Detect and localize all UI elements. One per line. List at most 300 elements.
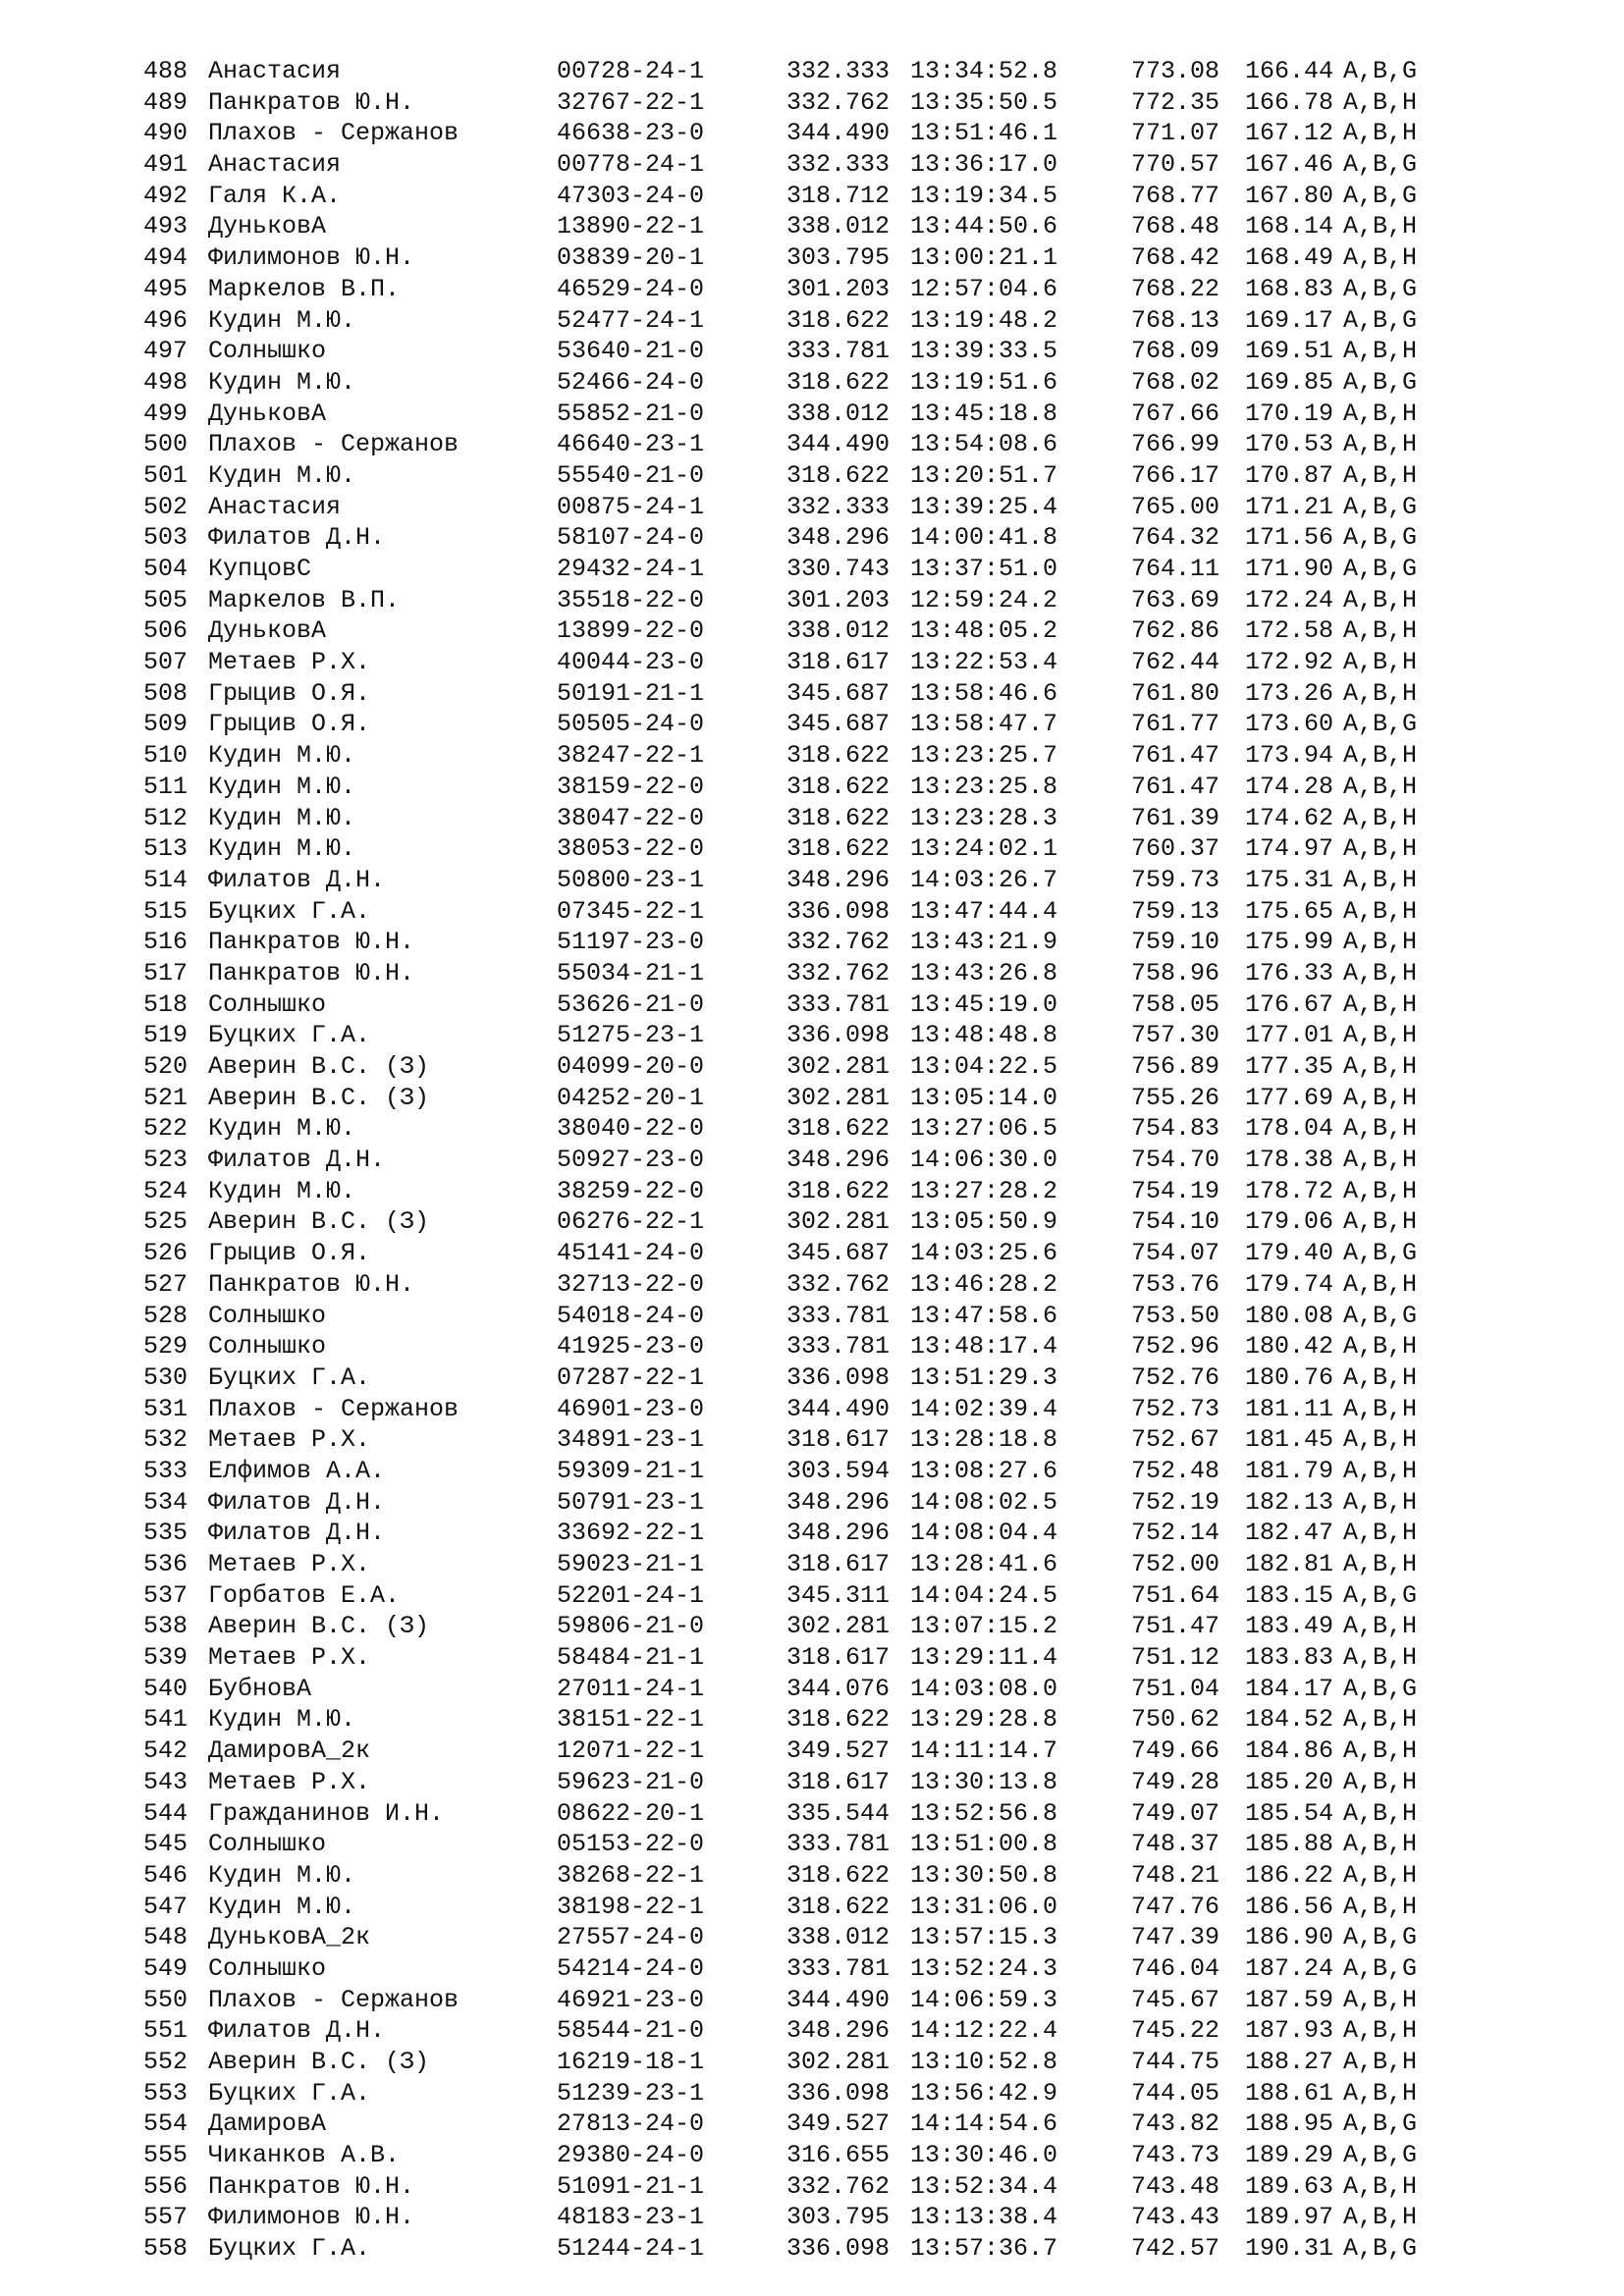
speed: 767.66 [1131,399,1220,428]
fancier-name: Гражданинов И.Н. [208,1798,445,1828]
table-row [143,305,1518,337]
points: 182.13 [1245,1487,1334,1517]
place-number: 498 [143,367,189,397]
ring-number: 38159-22-0 [557,772,705,801]
categories: A,B,H [1343,119,1418,148]
categories: A,B,H [1343,585,1418,614]
fancier-name: Грыцив О.Я. [208,710,371,739]
table-row [143,1206,1518,1238]
categories: A,B,H [1343,1083,1418,1112]
table-row [143,2140,1518,2171]
fancier-name: Солнышко [208,1332,327,1362]
arrival-time: 14:03:08.0 [910,1674,1058,1703]
fancier-name: Буцких Г.А. [208,2078,371,2108]
fancier-name: Буцких Г.А. [208,1362,371,1392]
table-row [143,1113,1518,1145]
points: 175.31 [1245,865,1334,894]
points: 170.53 [1245,430,1334,459]
fancier-name: Грыцив О.Я. [208,678,371,708]
points: 167.80 [1245,181,1334,210]
arrival-time: 13:30:13.8 [910,1767,1058,1796]
table-row [143,242,1518,274]
place-number: 512 [143,803,189,832]
fancier-name: Елфимов А.А. [208,1456,386,1485]
points: 176.33 [1245,958,1334,988]
fancier-name: Филатов Д.Н. [208,2016,386,2046]
arrival-time: 13:19:34.5 [910,181,1058,210]
table-row [143,522,1518,554]
arrival-time: 13:51:00.8 [910,1830,1058,1859]
fancier-name: Метаев Р.Х. [208,1550,371,1578]
speed: 761.77 [1131,710,1220,739]
categories: A,B,H [1343,1736,1418,1766]
place-number: 526 [143,1239,189,1268]
fancier-name: Кудин М.Ю. [208,1176,356,1205]
speed: 762.44 [1131,648,1220,677]
points: 171.56 [1245,523,1334,553]
table-row [143,2015,1518,2047]
table-row [143,585,1518,616]
ring-number: 51091-21-1 [557,2171,705,2201]
fancier-name: Буцких Г.А. [208,896,371,926]
distance: 303.795 [786,2203,891,2232]
speed: 751.47 [1131,1612,1220,1641]
ring-number: 07287-22-1 [557,1362,705,1392]
ring-number: 59023-21-1 [557,1550,705,1578]
arrival-time: 14:00:41.8 [910,523,1058,553]
distance: 303.594 [786,1456,891,1485]
table-row [143,1892,1518,1923]
points: 179.74 [1245,1269,1334,1299]
place-number: 528 [143,1301,189,1330]
speed: 755.26 [1131,1083,1220,1112]
speed: 751.12 [1131,1643,1220,1673]
arrival-time: 13:37:51.0 [910,555,1058,583]
distance: 333.781 [786,1301,891,1330]
place-number: 548 [143,1923,189,1952]
categories: A,B,H [1343,1830,1418,1859]
categories: A,B,H [1343,1176,1418,1205]
speed: 760.37 [1131,834,1220,864]
place-number: 554 [143,2109,189,2139]
arrival-time: 13:43:26.8 [910,958,1058,988]
categories: A,B,H [1343,212,1418,241]
ring-number: 48183-23-1 [557,2203,705,2232]
arrival-time: 13:28:41.6 [910,1550,1058,1578]
place-number: 553 [143,2078,189,2108]
categories: A,B,H [1343,1519,1418,1548]
table-row [143,181,1518,212]
categories: A,B,H [1343,1114,1418,1144]
speed: 768.77 [1131,181,1220,210]
table-row [143,1829,1518,1860]
place-number: 518 [143,989,189,1019]
place-number: 500 [143,430,189,459]
ring-number: 54018-24-0 [557,1301,705,1330]
place-number: 494 [143,243,189,273]
speed: 766.17 [1131,460,1220,490]
fancier-name: Метаев Р.Х. [208,1767,371,1796]
categories: A,B,H [1343,772,1418,801]
fancier-name: Кудин М.Ю. [208,1892,356,1921]
arrival-time: 13:35:50.5 [910,87,1058,117]
table-row [143,1767,1518,1798]
place-number: 490 [143,119,189,148]
table-row [143,460,1518,492]
distance: 302.281 [786,1207,891,1237]
points: 182.47 [1245,1519,1334,1548]
table-row [143,927,1518,958]
ring-number: 12071-22-1 [557,1736,705,1766]
fancier-name: Кудин М.Ю. [208,1705,356,1735]
table-row [143,958,1518,989]
table-row [143,2078,1518,2109]
distance: 318.617 [786,1643,891,1673]
points: 172.58 [1245,616,1334,646]
distance: 348.296 [786,1487,891,1517]
categories: A,B,G [1343,710,1418,739]
table-row [143,1051,1518,1083]
table-row [143,492,1518,523]
categories: A,B,H [1343,1332,1418,1362]
distance: 301.203 [786,585,891,614]
table-row [143,1487,1518,1519]
arrival-time: 13:54:08.6 [910,430,1058,459]
distance: 303.795 [786,243,891,273]
ring-number: 51275-23-1 [557,1021,705,1050]
points: 172.24 [1245,585,1334,614]
arrival-time: 13:19:48.2 [910,305,1058,335]
distance: 301.203 [786,274,891,303]
points: 180.08 [1245,1301,1334,1330]
speed: 751.64 [1131,1580,1220,1610]
table-row [143,989,1518,1021]
points: 177.69 [1245,1083,1334,1112]
place-number: 534 [143,1487,189,1517]
distance: 332.762 [786,958,891,988]
place-number: 488 [143,57,189,85]
distance: 336.098 [786,1021,891,1050]
points: 178.72 [1245,1176,1334,1205]
speed: 752.76 [1131,1362,1220,1392]
ring-number: 38151-22-1 [557,1705,705,1735]
points: 171.21 [1245,492,1334,521]
categories: A,B,G [1343,305,1418,335]
ring-number: 32713-22-0 [557,1269,705,1299]
points: 172.92 [1245,648,1334,677]
place-number: 496 [143,305,189,335]
arrival-time: 13:22:53.4 [910,648,1058,677]
points: 187.93 [1245,2016,1334,2046]
fancier-name: Кудин М.Ю. [208,741,356,771]
fancier-name: ДуньковА [208,212,327,241]
ring-number: 58544-21-0 [557,2016,705,2046]
place-number: 535 [143,1519,189,1548]
distance: 335.544 [786,1798,891,1828]
place-number: 552 [143,2048,189,2076]
arrival-time: 13:45:18.8 [910,399,1058,428]
ring-number: 53640-21-0 [557,337,705,366]
categories: A,B,G [1343,1301,1418,1330]
categories: A,B,H [1343,430,1418,459]
fancier-name: Аверин В.С. (З) [208,2048,430,2076]
fancier-name: ДамировА_2к [208,1736,371,1766]
ring-number: 41925-23-0 [557,1332,705,1362]
categories: A,B,H [1343,399,1418,428]
categories: A,B,G [1343,2234,1418,2264]
categories: A,B,H [1343,958,1418,988]
fancier-name: Аверин В.С. (З) [208,1207,430,1237]
arrival-time: 13:29:11.4 [910,1643,1058,1673]
speed: 743.48 [1131,2171,1220,2201]
fancier-name: ДуньковА [208,399,327,428]
categories: A,B,H [1343,1021,1418,1050]
ring-number: 34891-23-1 [557,1425,705,1455]
place-number: 506 [143,616,189,646]
distance: 348.296 [786,865,891,894]
table-row [143,678,1518,710]
arrival-time: 14:14:54.6 [910,2109,1058,2139]
arrival-time: 12:59:24.2 [910,585,1058,614]
arrival-time: 13:57:15.3 [910,1923,1058,1952]
place-number: 514 [143,865,189,894]
ring-number: 00875-24-1 [557,492,705,521]
arrival-time: 13:58:46.6 [910,678,1058,708]
table-row [143,803,1518,834]
distance: 318.622 [786,834,891,864]
place-number: 513 [143,834,189,864]
distance: 318.712 [786,181,891,210]
distance: 318.617 [786,1767,891,1796]
distance: 348.296 [786,2016,891,2046]
speed: 743.82 [1131,2109,1220,2139]
ring-number: 51244-24-1 [557,2234,705,2264]
table-row [143,2109,1518,2140]
ring-number: 51197-23-0 [557,928,705,957]
table-row [143,1549,1518,1580]
arrival-time: 13:57:36.7 [910,2234,1058,2264]
ring-number: 59806-21-0 [557,1612,705,1641]
place-number: 541 [143,1705,189,1735]
table-row [143,2233,1518,2265]
place-number: 504 [143,555,189,583]
place-number: 555 [143,2141,189,2170]
distance: 344.490 [786,1985,891,2014]
place-number: 510 [143,741,189,771]
categories: A,B,G [1343,367,1418,397]
ring-number: 52201-24-1 [557,1580,705,1610]
arrival-time: 13:47:44.4 [910,896,1058,926]
table-row [143,1331,1518,1362]
speed: 754.19 [1131,1176,1220,1205]
ring-number: 13890-22-1 [557,212,705,241]
ring-number: 54214-24-0 [557,1953,705,1983]
points: 184.86 [1245,1736,1334,1766]
categories: A,B,H [1343,1985,1418,2014]
fancier-name: ДуньковА_2к [208,1923,371,1952]
place-number: 533 [143,1456,189,1485]
arrival-time: 14:06:59.3 [910,1985,1058,2014]
ring-number: 58107-24-0 [557,523,705,553]
speed: 752.14 [1131,1519,1220,1548]
place-number: 547 [143,1892,189,1921]
fancier-name: Кудин М.Ю. [208,1114,356,1144]
points: 177.01 [1245,1021,1334,1050]
distance: 332.762 [786,928,891,957]
place-number: 508 [143,678,189,708]
speed: 761.80 [1131,678,1220,708]
speed: 768.02 [1131,367,1220,397]
points: 169.51 [1245,337,1334,366]
categories: A,B,G [1343,150,1418,180]
points: 182.81 [1245,1550,1334,1578]
ring-number: 08622-20-1 [557,1798,705,1828]
arrival-time: 13:29:28.8 [910,1705,1058,1735]
distance: 302.281 [786,2048,891,2076]
points: 183.15 [1245,1580,1334,1610]
arrival-time: 13:23:25.7 [910,741,1058,771]
fancier-name: Панкратов Ю.Н. [208,958,415,988]
table-row [143,399,1518,430]
arrival-time: 13:34:52.8 [910,57,1058,85]
table-row [143,1580,1518,1612]
place-number: 539 [143,1643,189,1673]
speed: 764.32 [1131,523,1220,553]
place-number: 499 [143,399,189,428]
speed: 752.73 [1131,1394,1220,1423]
categories: A,B,G [1343,1580,1418,1610]
points: 167.12 [1245,119,1334,148]
speed: 756.89 [1131,1052,1220,1081]
fancier-name: Галя К.А. [208,181,342,210]
distance: 333.781 [786,989,891,1019]
points: 179.40 [1245,1239,1334,1268]
categories: A,B,G [1343,1923,1418,1952]
distance: 344.490 [786,119,891,148]
fancier-name: Аверин В.С. (З) [208,1052,430,1081]
categories: A,B,G [1343,274,1418,303]
speed: 768.09 [1131,337,1220,366]
arrival-time: 13:23:28.3 [910,803,1058,832]
categories: A,B,H [1343,2048,1418,2076]
categories: A,B,H [1343,337,1418,366]
table-row [143,149,1518,181]
place-number: 538 [143,1612,189,1641]
table-row [143,1301,1518,1332]
table-row [143,833,1518,865]
distance: 345.687 [786,1239,891,1268]
table-row [143,1953,1518,1985]
ring-number: 07345-22-1 [557,896,705,926]
distance: 338.012 [786,399,891,428]
arrival-time: 14:03:25.6 [910,1239,1058,1268]
fancier-name: КупцовС [208,555,312,583]
place-number: 537 [143,1580,189,1610]
distance: 349.527 [786,2109,891,2139]
distance: 348.296 [786,523,891,553]
table-row [143,1362,1518,1394]
place-number: 502 [143,492,189,521]
points: 176.67 [1245,989,1334,1019]
table-row [143,274,1518,305]
speed: 761.47 [1131,741,1220,771]
speed: 765.00 [1131,492,1220,521]
categories: A,B,G [1343,1953,1418,1983]
points: 173.60 [1245,710,1334,739]
categories: A,B,H [1343,87,1418,117]
ring-number: 13899-22-0 [557,616,705,646]
place-number: 557 [143,2203,189,2232]
categories: A,B,G [1343,555,1418,583]
categories: A,B,H [1343,243,1418,273]
arrival-time: 13:31:06.0 [910,1892,1058,1921]
distance: 318.622 [786,741,891,771]
categories: A,B,G [1343,57,1418,85]
arrival-time: 13:48:48.8 [910,1021,1058,1050]
arrival-time: 13:19:51.6 [910,367,1058,397]
points: 188.95 [1245,2109,1334,2139]
fancier-name: Солнышко [208,1830,327,1859]
ring-number: 05153-22-0 [557,1830,705,1859]
categories: A,B,H [1343,678,1418,708]
place-number: 550 [143,1985,189,2014]
table-row [143,1424,1518,1456]
speed: 744.75 [1131,2048,1220,2076]
categories: A,B,H [1343,1892,1418,1921]
distance: 332.333 [786,492,891,521]
points: 173.26 [1245,678,1334,708]
ring-number: 29432-24-1 [557,555,705,583]
categories: A,B,H [1343,1146,1418,1175]
ring-number: 00778-24-1 [557,150,705,180]
ring-number: 03839-20-1 [557,243,705,273]
points: 189.97 [1245,2203,1334,2232]
fancier-name: Кудин М.Ю. [208,772,356,801]
fancier-name: Метаев Р.Х. [208,648,371,677]
distance: 318.622 [786,803,891,832]
categories: A,B,G [1343,523,1418,553]
categories: A,B,H [1343,1487,1418,1517]
place-number: 549 [143,1953,189,1983]
fancier-name: Панкратов Ю.Н. [208,928,415,957]
fancier-name: Метаев Р.Х. [208,1643,371,1673]
distance: 345.687 [786,678,891,708]
fancier-name: Солнышко [208,1301,327,1330]
table-row [143,1518,1518,1549]
distance: 344.490 [786,430,891,459]
place-number: 501 [143,460,189,490]
points: 188.27 [1245,2048,1334,2076]
speed: 761.47 [1131,772,1220,801]
arrival-time: 12:57:04.6 [910,274,1058,303]
arrival-time: 13:39:33.5 [910,337,1058,366]
ring-number: 46901-23-0 [557,1394,705,1423]
points: 168.83 [1245,274,1334,303]
ring-number: 38047-22-0 [557,803,705,832]
arrival-time: 13:24:02.1 [910,834,1058,864]
ring-number: 38268-22-1 [557,1860,705,1890]
ring-number: 50800-23-1 [557,865,705,894]
points: 184.52 [1245,1705,1334,1735]
place-number: 529 [143,1332,189,1362]
ring-number: 06276-22-1 [557,1207,705,1237]
arrival-time: 13:27:28.2 [910,1176,1058,1205]
place-number: 558 [143,2234,189,2264]
fancier-name: Буцких Г.А. [208,1021,371,1050]
speed: 764.11 [1131,555,1220,583]
distance: 318.622 [786,1860,891,1890]
points: 181.45 [1245,1425,1334,1455]
